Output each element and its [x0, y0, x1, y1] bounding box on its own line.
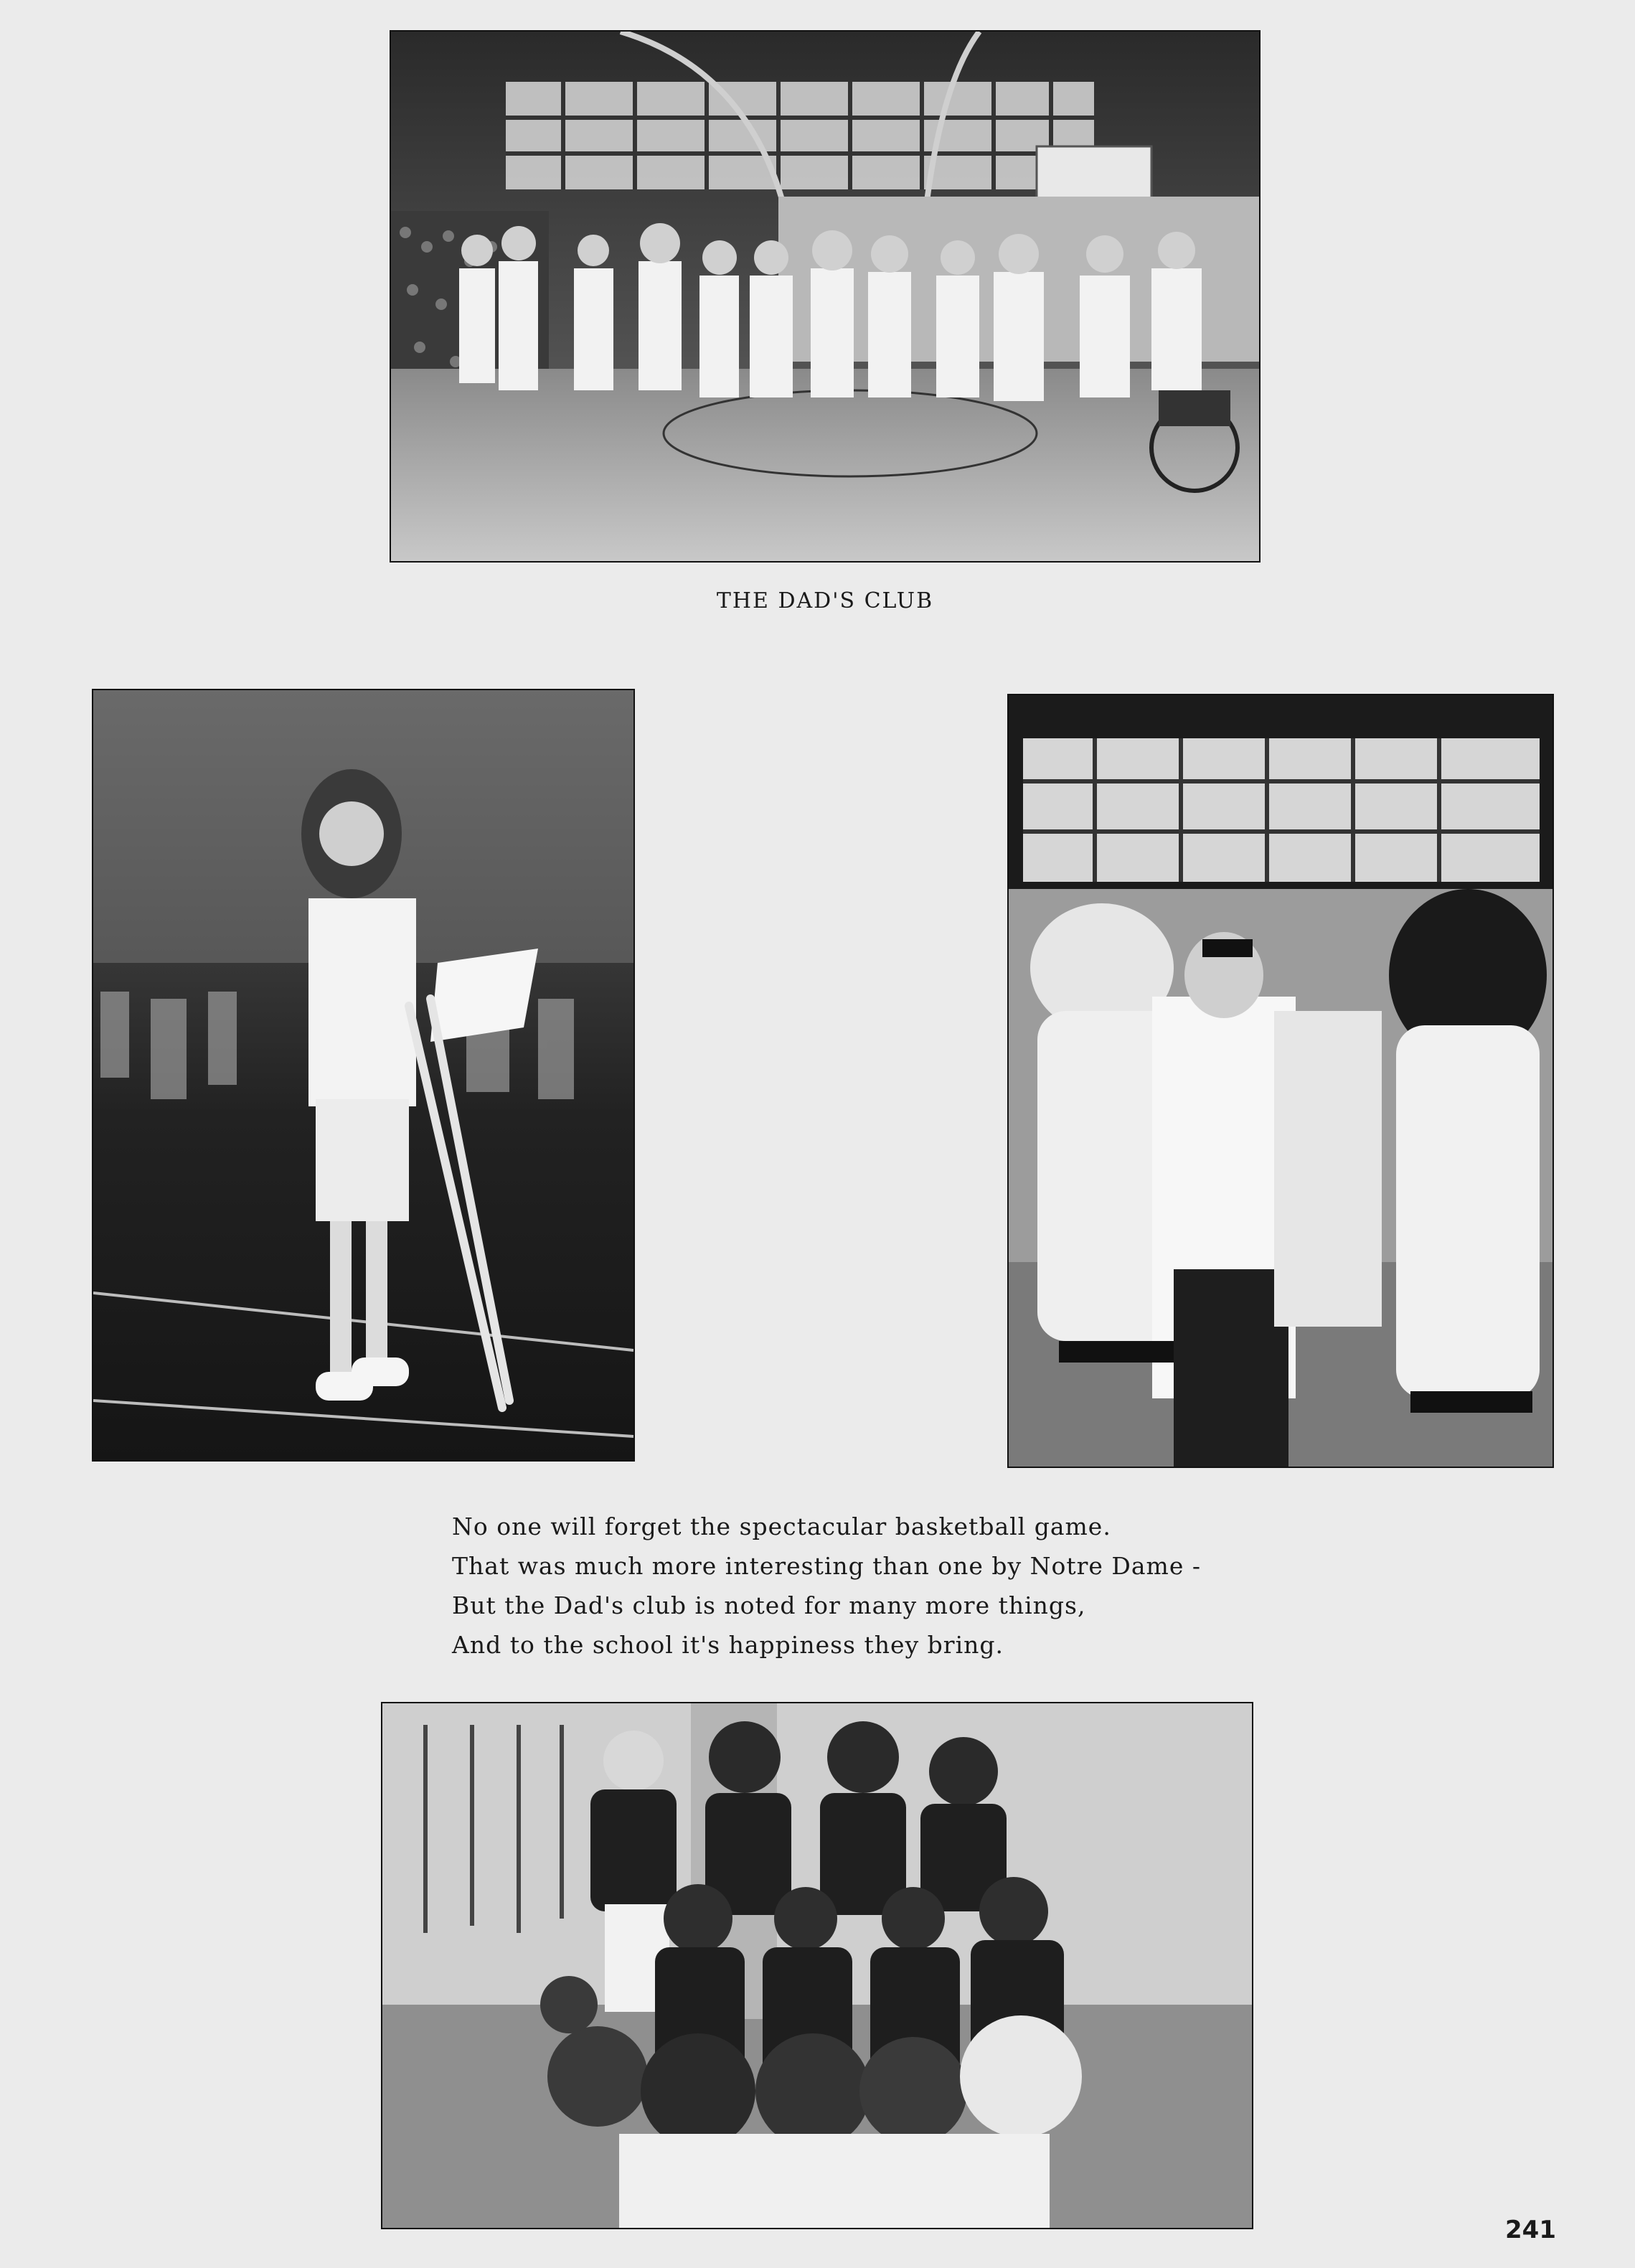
photo-cheerleaders-group [382, 1703, 1252, 2228]
poem-line: And to the school it's happiness they bring. [452, 1631, 1004, 1659]
cheerleaders-illustration [382, 1703, 1252, 2228]
poem-line: No one will forget the spectacular basketball game. [452, 1512, 1111, 1540]
photo-caption: THE DAD'S CLUB [716, 588, 934, 613]
poem-line: That was much more interesting than one by Notre Dame - [452, 1552, 1202, 1580]
crutches-illustration [93, 690, 633, 1460]
poem-text [452, 1507, 1241, 1665]
huddle-illustration [1009, 695, 1552, 1467]
photo-team-huddle [1009, 695, 1552, 1467]
photo-dads-club-lineup [391, 32, 1259, 561]
poem-line: But the Dad's club is noted for many more things, [452, 1591, 1086, 1619]
photo-player-with-crutches [93, 690, 633, 1460]
gym-lineup-illustration [391, 32, 1259, 561]
page-number: 241 [1505, 2216, 1556, 2244]
